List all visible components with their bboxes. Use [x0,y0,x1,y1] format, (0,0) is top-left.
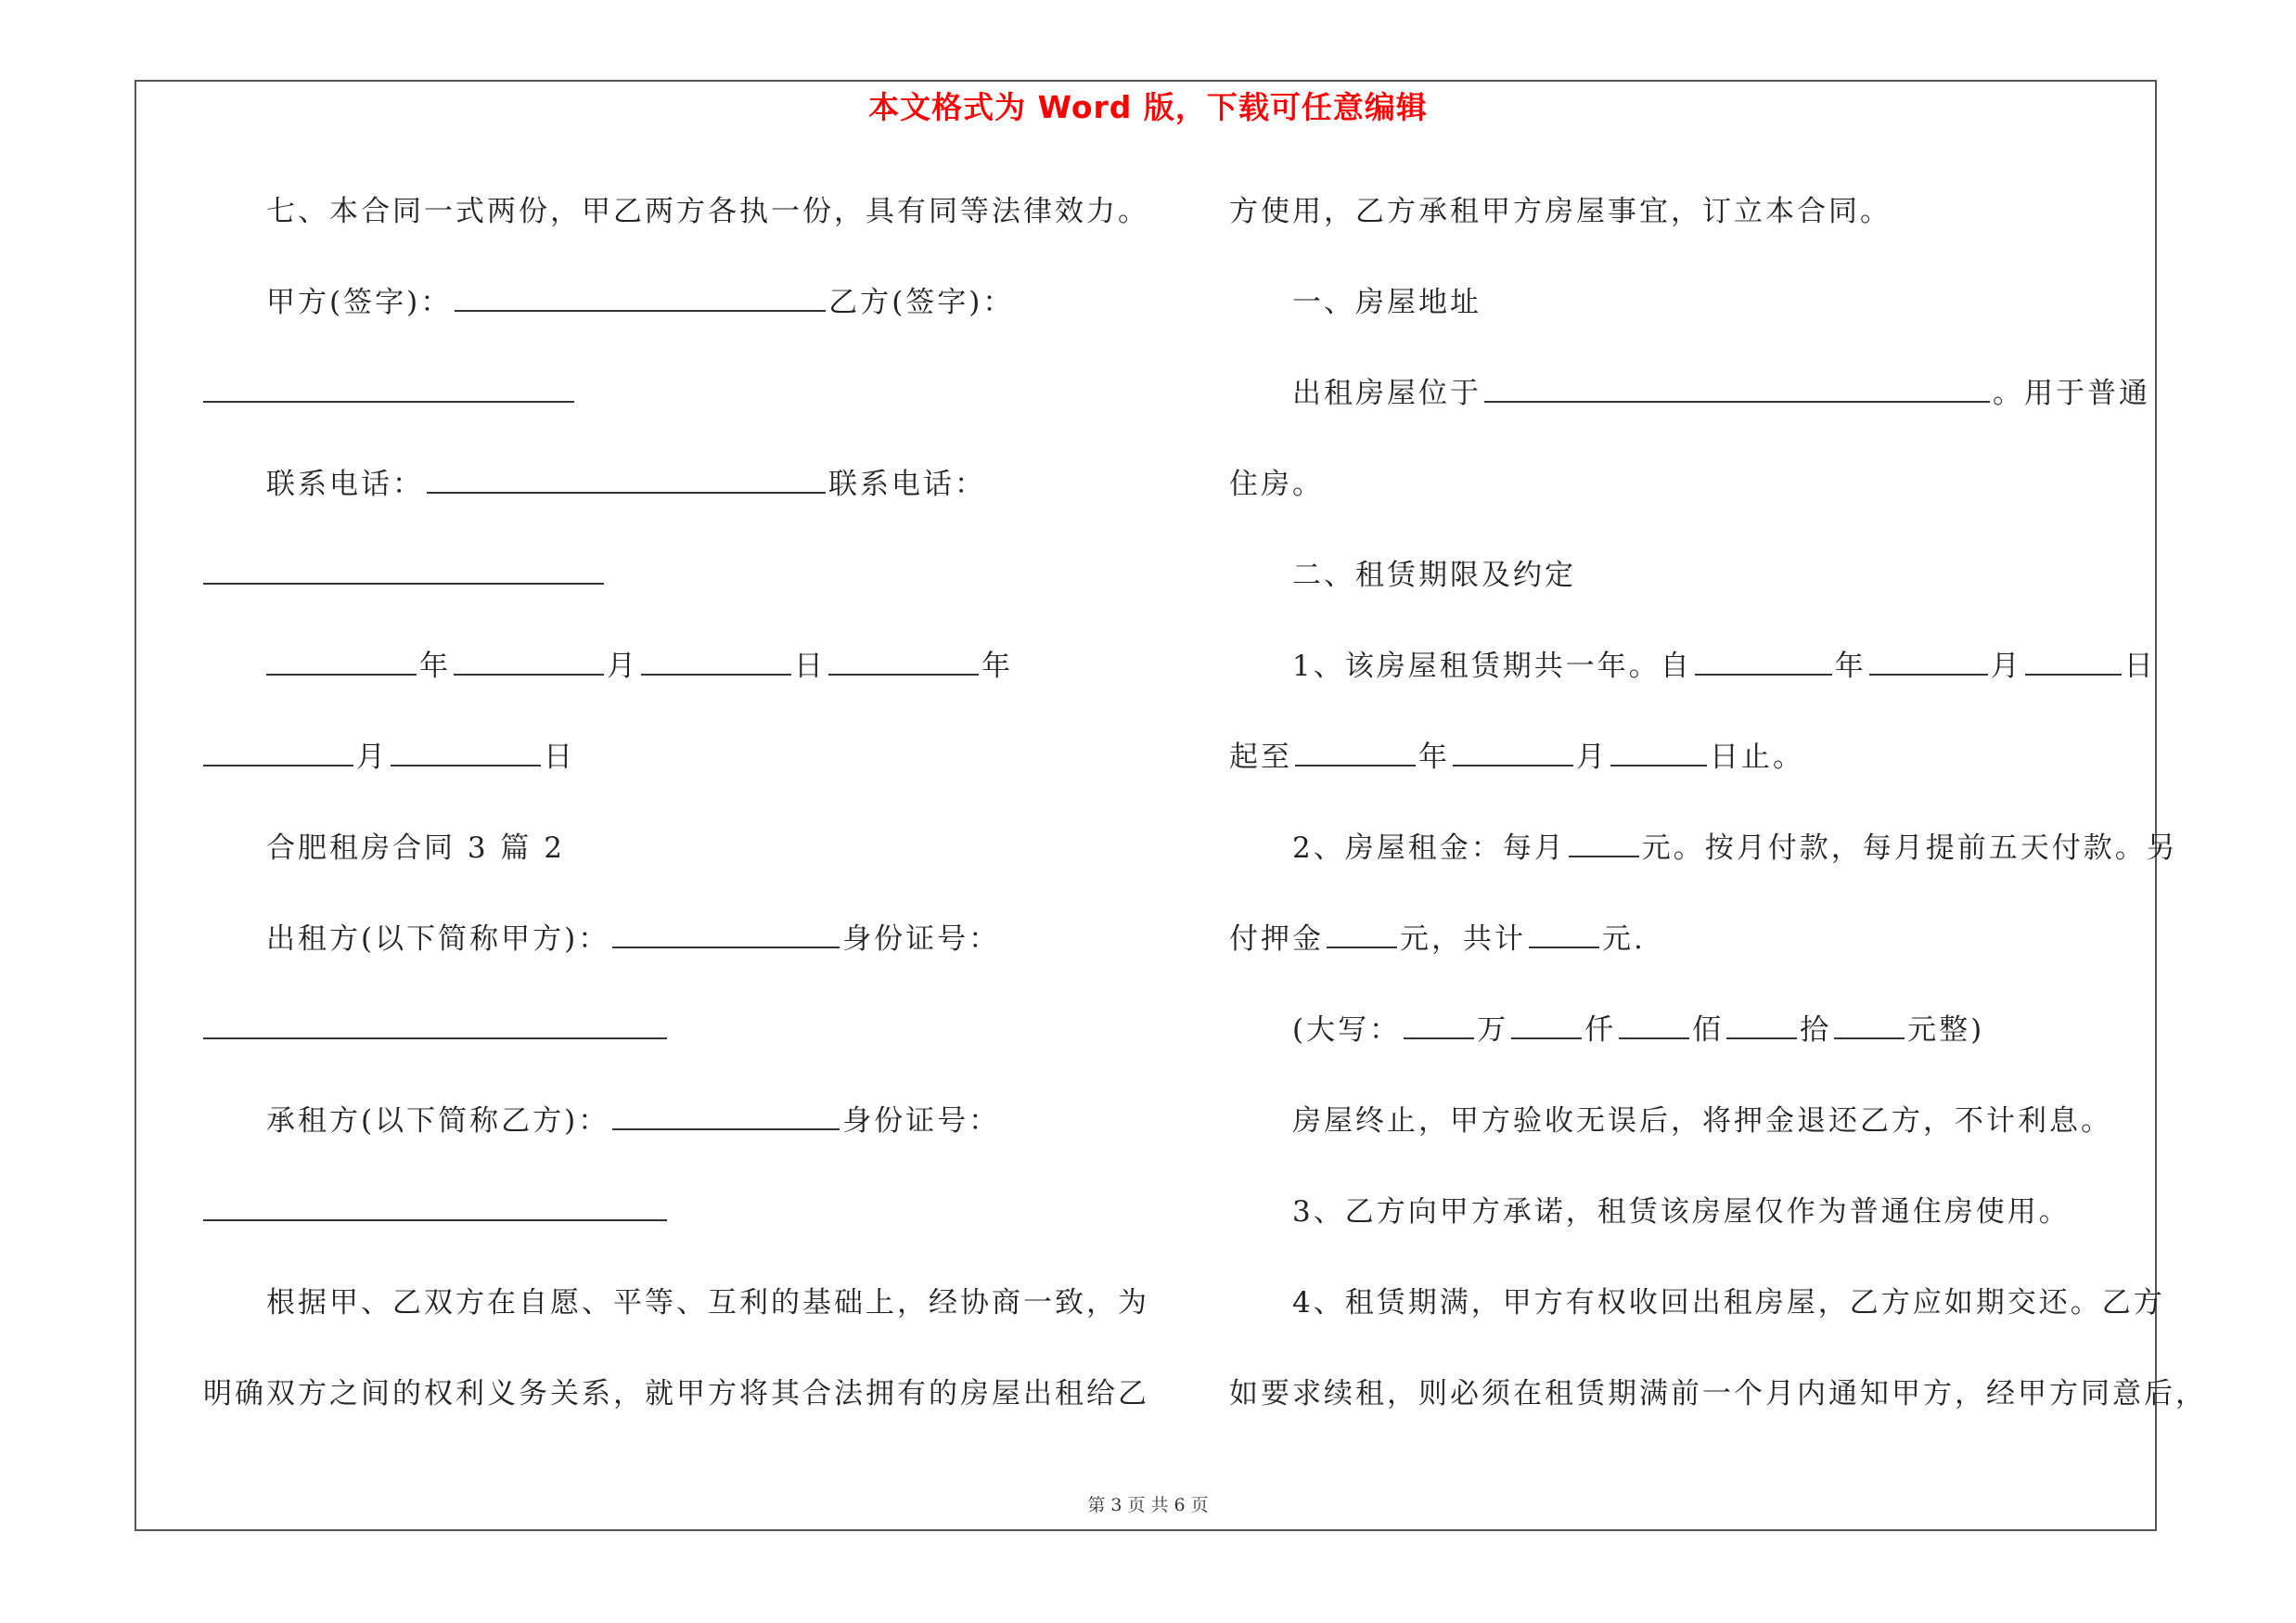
signature-line [203,282,1014,323]
deposit-line [1229,919,1646,960]
date-day-label-2: 日 [544,741,575,774]
lessee-line [203,1101,1000,1141]
address-line-cont: 住房。 [1229,468,1324,501]
usage-commitment-text: 3、乙方向甲方承诺，租赁该房屋仅作为普通住房使用。 [1292,1195,2071,1229]
article-one-heading: 一、房屋地址 [1292,286,1481,319]
term-end-year-label: 年 [1418,741,1450,774]
qian-blank[interactable] [1511,1013,1582,1039]
party-a-signature-blank[interactable] [455,286,826,312]
lessor-line [203,919,1000,960]
term-end-month-blank[interactable] [1453,741,1573,766]
date-line [203,646,1013,687]
date-day-label: 日 [794,650,826,683]
bai-label: 佰 [1692,1013,1725,1047]
preamble-line-2: 明确双方之间的权利义务关系，就甲方将其合法拥有的房屋出租给乙 [203,1377,1149,1410]
bai-blank[interactable] [1619,1013,1689,1039]
lessee-line-cont [203,1191,670,1232]
party-a-signature-label: 甲方(签字)： [266,286,453,319]
address-label: 出租房屋位于 [1292,377,1481,410]
rent-terms-text: 元。按月付款，每月提前五天付款。另 [1641,831,2178,865]
lessor-label: 出租方(以下简称甲方)： [266,922,610,956]
preamble-line-3: 方使用，乙方承租甲方房屋事宜，订立本合同。 [1229,195,1892,228]
total-label: 元，共计 [1400,922,1526,956]
party-b-signature-label: 乙方(签字)： [828,286,1015,319]
total-amount-blank[interactable] [1529,922,1599,948]
yuan-blank[interactable] [1834,1013,1905,1039]
amount-in-words-line [1229,1010,1984,1050]
section-heading: 合肥租房合同 3 篇 2 [266,831,566,865]
date-line-cont [203,737,575,778]
term-start-year-label: 年 [1834,650,1866,683]
article-two-heading: 二、租赁期限及约定 [1292,559,1576,592]
lessor-name-blank[interactable] [612,922,840,948]
term-end-day-label: 日止。 [1710,741,1804,774]
lease-expiry-text-1: 4、租赁期满，甲方有权收回出租房屋，乙方应如期交还。乙方 [1292,1286,2165,1320]
lessor-id-blank[interactable] [203,1013,667,1039]
date-month-label-2: 月 [356,741,388,774]
party-b-phone-blank[interactable] [203,559,604,585]
lessee-name-blank[interactable] [612,1104,840,1130]
date-month-blank-2[interactable] [203,741,353,766]
address-usage-label: 。用于普通 [1993,377,2150,410]
term-end-label: 起至 [1229,741,1292,774]
date-year-label-2: 年 [981,650,1013,683]
rent-amount-blank[interactable] [1569,831,1639,857]
term-line [1229,646,2156,687]
date-month-blank[interactable] [454,650,604,676]
wan-blank[interactable] [1404,1013,1474,1039]
party-a-phone-blank[interactable] [427,468,826,494]
deposit-return-text: 房屋终止，甲方验收无误后，将押金退还乙方，不计利息。 [1292,1104,2112,1138]
term-line-cont [1229,737,1804,778]
date-year-blank[interactable] [266,650,417,676]
party-b-signature-blank[interactable] [203,377,574,403]
lessee-id-blank[interactable] [203,1195,667,1221]
deposit-amount-blank[interactable] [1327,922,1397,948]
yuan-label: 元整) [1907,1013,1985,1047]
lessee-id-label: 身份证号： [842,1104,1001,1138]
term-end-year-blank[interactable] [1295,741,1416,766]
address-line [1229,373,2150,414]
shi-blank[interactable] [1726,1013,1797,1039]
term-start-day-label: 日 [2123,650,2156,683]
rent-line [1229,828,2178,869]
shi-label: 拾 [1800,1013,1832,1047]
phone-line [203,464,986,505]
term-start-month-label: 月 [1990,650,2022,683]
qian-label: 仟 [1584,1013,1617,1047]
party-b-phone-label: 联系电话： [828,468,986,501]
amount-in-words-label: (大写： [1292,1013,1402,1047]
date-day-blank-2[interactable] [391,741,541,766]
page-number-footer: 第 3 页 共 6 页 [1087,1495,1209,1515]
total-unit: 元. [1602,922,1646,956]
term-start-year-blank[interactable] [1695,650,1832,676]
lessee-label: 承租方(以下简称乙方)： [266,1104,610,1138]
date-month-label: 月 [607,650,638,683]
term-label: 1、该房屋租赁期共一年。自 [1292,650,1692,683]
lease-expiry-text-2: 如要求续租，则必须在租赁期满前一个月内通知甲方，经甲方同意后， [1229,1377,2207,1410]
lessor-line-cont [203,1010,670,1050]
lessor-id-label: 身份证号： [842,922,1001,956]
wan-label: 万 [1477,1013,1509,1047]
term-end-day-blank[interactable] [1610,741,1707,766]
term-start-month-blank[interactable] [1869,650,1988,676]
preamble-line-1: 根据甲、乙双方在自愿、平等、互利的基础上，经协商一致，为 [266,1286,1149,1320]
term-start-day-blank[interactable] [2025,650,2122,676]
format-notice-banner: 本文格式为 Word 版，下载可任意编辑 [868,89,1428,125]
phone-line-cont [203,555,607,596]
date-day-blank[interactable] [641,650,791,676]
term-end-month-label: 月 [1576,741,1608,774]
party-a-phone-label: 联系电话： [266,468,424,501]
signature-line-cont [203,373,577,414]
rent-label: 2、房屋租金：每月 [1292,831,1566,865]
deposit-label: 付押金 [1229,922,1324,956]
address-blank[interactable] [1484,377,1990,403]
clause-seven: 七、本合同一式两份，甲乙两方各执一份，具有同等法律效力。 [266,195,1149,228]
date-year-blank-2[interactable] [828,650,979,676]
date-year-label: 年 [419,650,451,683]
